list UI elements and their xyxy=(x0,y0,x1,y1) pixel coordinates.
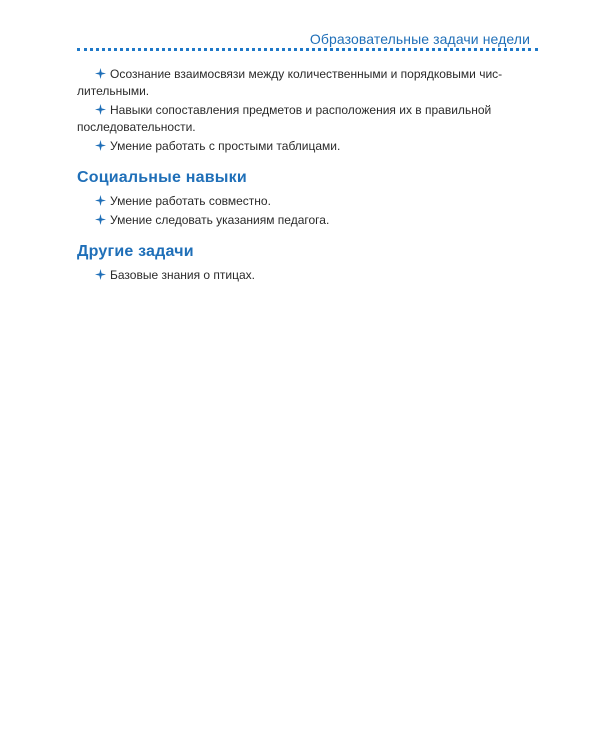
four-point-star-icon xyxy=(95,195,106,206)
header-dotted-rule xyxy=(77,48,538,51)
section-title-social: Социальные навыки xyxy=(77,169,247,186)
content-area xyxy=(77,66,517,286)
list-item xyxy=(77,102,517,136)
four-point-star-icon xyxy=(95,214,106,225)
list-item-text: Умение работать с простыми таблицами. xyxy=(110,139,341,153)
list-item-text: Базовые знания о птицах. xyxy=(110,268,256,282)
list-item xyxy=(77,138,517,155)
four-point-star-icon xyxy=(95,140,106,151)
list-item xyxy=(77,66,517,100)
list-item xyxy=(77,212,517,229)
list-item xyxy=(77,267,517,284)
list-item-text: Умение следовать указаниям педагога. xyxy=(110,213,330,227)
section-title-other: Другие задачи xyxy=(77,243,194,260)
list-item-text: Осознание взаимосвязи между количественными и порядковыми числительными. xyxy=(77,67,503,98)
four-point-star-icon xyxy=(95,104,106,115)
four-point-star-icon xyxy=(95,269,106,280)
four-point-star-icon xyxy=(95,68,106,79)
list-item xyxy=(77,193,517,210)
page-header-title: Образовательные задачи недели xyxy=(309,31,530,47)
list-item-text: Умение работать совместно. xyxy=(110,194,271,208)
list-item-text: Навыки сопоставления предметов и расположения их в правильной последовательности. xyxy=(77,103,492,134)
